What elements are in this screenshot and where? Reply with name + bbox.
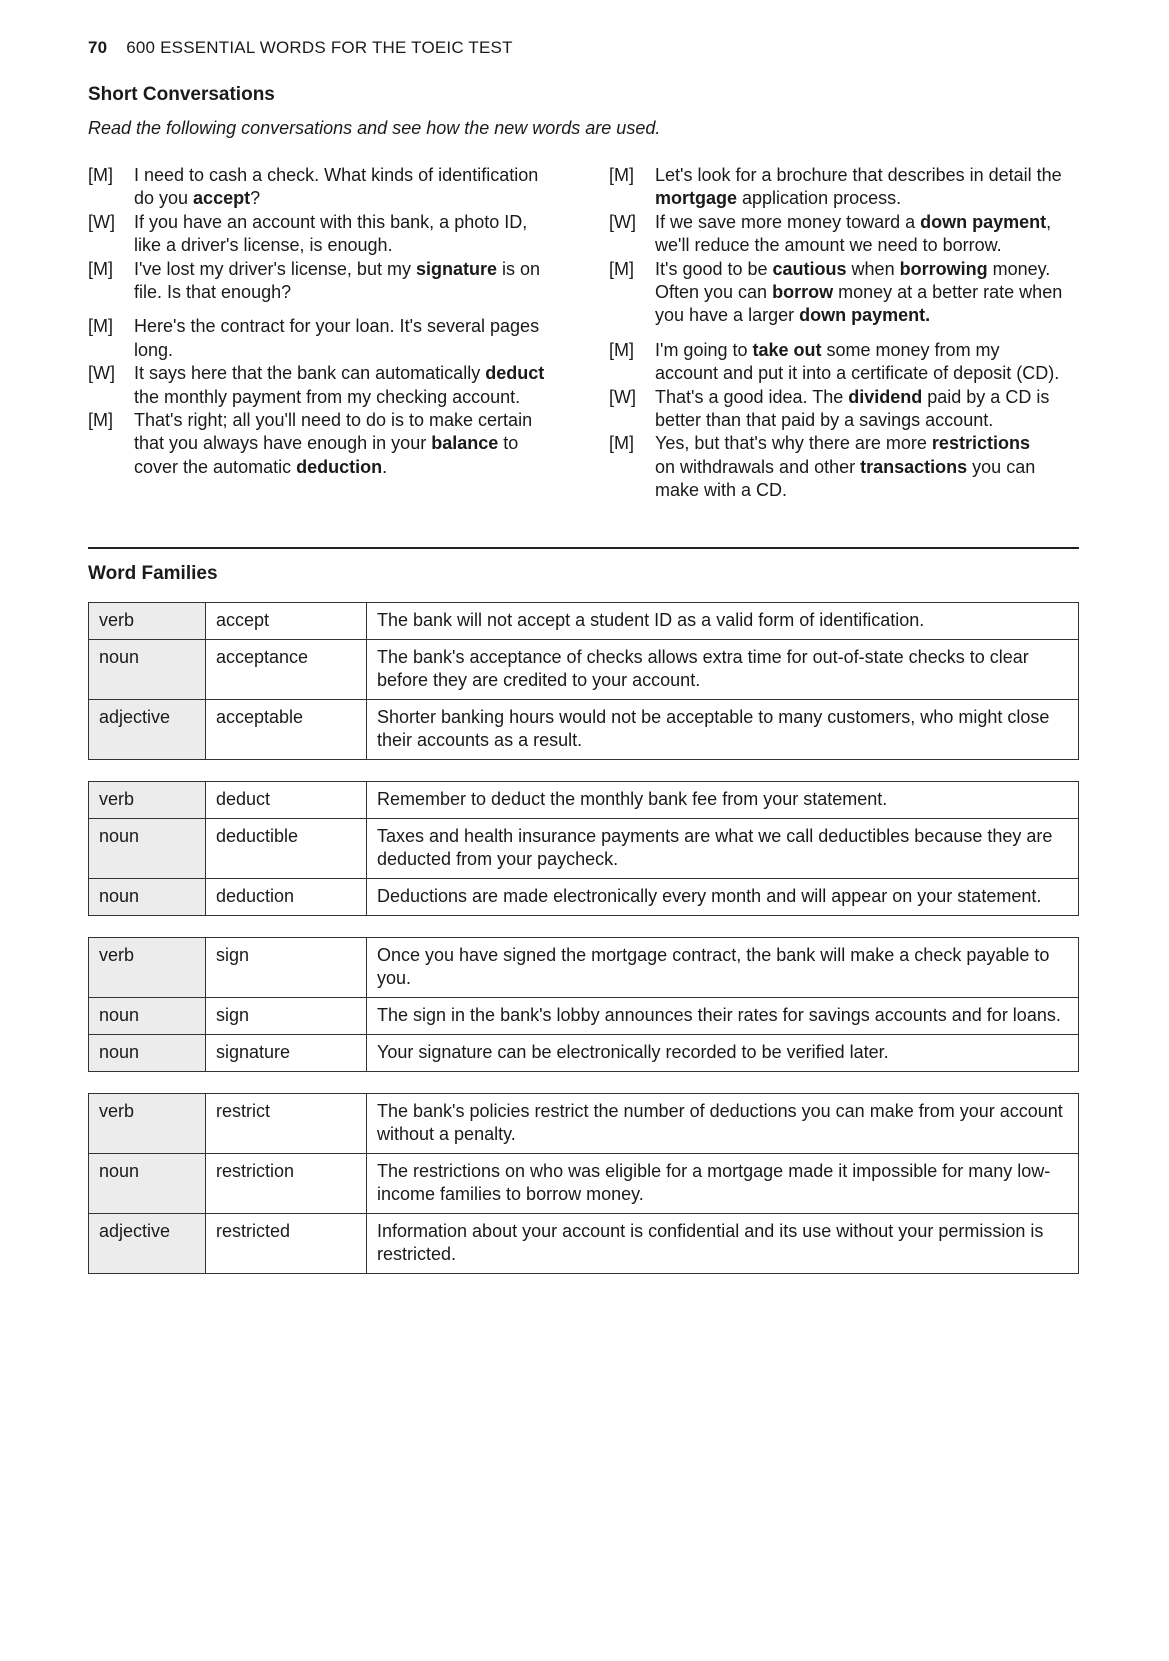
part-of-speech: noun (89, 879, 206, 916)
book-title: 600 ESSENTIAL WORDS FOR THE TOEIC TEST (126, 38, 513, 57)
speaker-label: [W] (88, 211, 115, 232)
word-form: accept (206, 603, 367, 640)
table-row (89, 879, 1079, 916)
table-row (89, 700, 1079, 760)
conversation-line (609, 304, 1081, 327)
table-row (89, 938, 1079, 998)
word-families-tables (88, 602, 1079, 1295)
conversation-line (609, 456, 1081, 479)
speaker-label: [M] (609, 339, 634, 360)
word-form: signature (206, 1035, 367, 1072)
example-sentence: The bank's acceptance of checks allows extra time for out-of-state checks to clear before they are credited to your account. (367, 640, 1079, 700)
conversation-line (609, 164, 1081, 187)
speaker-label (609, 456, 655, 479)
line-text: file. Is that enough? (134, 282, 292, 303)
speaker-label: [M] (88, 165, 113, 185)
conversation-line (609, 386, 1081, 409)
word-form: deduction (206, 879, 367, 916)
conversation-line (609, 211, 1081, 234)
table-row (89, 1035, 1079, 1072)
speaker-label (609, 187, 655, 210)
line-text: long. (134, 339, 174, 360)
table-row (89, 819, 1079, 879)
line-text: that you always have enough in your balance to (134, 433, 519, 454)
conversation-line (609, 258, 1081, 281)
table-row (89, 782, 1079, 819)
line-text: Yes, but that's why there are more restrictions (655, 433, 1030, 454)
part-of-speech: noun (89, 1035, 206, 1072)
speaker-label (609, 479, 655, 502)
conversation-line (88, 362, 560, 385)
example-sentence: The bank's policies restrict the number of deductions you can make from your account without a penalty. (367, 1094, 1079, 1154)
line-text: I've lost my driver's license, but my signature is on (134, 258, 541, 279)
line-text: we'll reduce the amount we need to borrow. (655, 235, 1002, 256)
conversations-left-column (88, 164, 560, 490)
word-families-title: Word Families (88, 563, 218, 584)
conversation (609, 164, 1081, 328)
conversation-line (609, 339, 1081, 362)
speaker-label (88, 339, 134, 362)
line-text: Often you can borrow money at a better rate when (655, 282, 1063, 303)
line-text: Let's look for a brochure that describes in detail the (655, 165, 1062, 185)
table-row (89, 1094, 1079, 1154)
conversation-line (609, 187, 1081, 210)
speaker-label: [W] (88, 363, 115, 384)
conversation (88, 164, 560, 304)
speaker-label: [W] (609, 211, 636, 232)
example-sentence: Remember to deduct the monthly bank fee from your statement. (367, 782, 1079, 819)
speaker-label: [M] (88, 316, 113, 337)
speaker-label (609, 409, 655, 432)
example-sentence: Your signature can be electronically recorded to be verified later. (367, 1035, 1079, 1072)
word-form: restricted (206, 1214, 367, 1274)
line-text: the monthly payment from my checking account. (134, 386, 521, 407)
word-form: restriction (206, 1154, 367, 1214)
speaker-label: [M] (609, 433, 634, 454)
part-of-speech: noun (89, 640, 206, 700)
conversations-right-column (609, 164, 1081, 514)
line-text: That's right; all you'll need to do is to make certain (134, 410, 533, 431)
table-row (89, 1214, 1079, 1274)
line-text: That's a good idea. The dividend paid by a CD is (655, 386, 1050, 407)
conversation-line (88, 339, 560, 362)
example-sentence: The restrictions on who was eligible for a mortgage made it impossible for many low-income families to borrow money. (367, 1154, 1079, 1214)
page-number: 70 (88, 38, 108, 57)
speaker-label (88, 234, 134, 257)
word-family-table (88, 781, 1079, 916)
example-sentence: Once you have signed the mortgage contract, the bank will make a check payable to you. (367, 938, 1079, 998)
line-text: If we save more money toward a down payment, (655, 211, 1052, 232)
part-of-speech: noun (89, 998, 206, 1035)
conversation-line (609, 234, 1081, 257)
speaker-label: [M] (88, 410, 113, 431)
line-text: cover the automatic deduction. (134, 456, 388, 477)
part-of-speech: verb (89, 938, 206, 998)
short-conversations-title: Short Conversations (88, 84, 275, 105)
conversation-line (88, 456, 560, 479)
conversation-line (88, 386, 560, 409)
speaker-label: [W] (609, 386, 636, 407)
example-sentence: The bank will not accept a student ID as a valid form of identification. (367, 603, 1079, 640)
table-row (89, 998, 1079, 1035)
speaker-label (609, 362, 655, 385)
word-family-table (88, 937, 1079, 1072)
word-family-table (88, 1093, 1079, 1274)
table-row (89, 640, 1079, 700)
line-text: I need to cash a check. What kinds of identification (134, 165, 539, 185)
conversation-line (609, 281, 1081, 304)
speaker-label (88, 386, 134, 409)
word-form: sign (206, 938, 367, 998)
table-row (89, 603, 1079, 640)
example-sentence: Taxes and health insurance payments are what we call deductibles because they are deducted from your paycheck. (367, 819, 1079, 879)
example-sentence: Information about your account is confidential and its use without your permission is restricted. (367, 1214, 1079, 1274)
part-of-speech: verb (89, 782, 206, 819)
line-text: like a driver's license, is enough. (134, 235, 393, 256)
page-header (88, 38, 513, 58)
line-text: on withdrawals and other transactions you can (655, 456, 1036, 477)
part-of-speech: adjective (89, 1214, 206, 1274)
part-of-speech: adjective (89, 700, 206, 760)
speaker-label (609, 281, 655, 304)
conversation-line (609, 362, 1081, 385)
line-text: It says here that the bank can automatically deduct (134, 363, 545, 384)
example-sentence: Shorter banking hours would not be acceptable to many customers, who might close their accounts as a result. (367, 700, 1079, 760)
word-family-table (88, 602, 1079, 760)
line-text: you have a larger down payment. (655, 305, 931, 326)
conversation (88, 315, 560, 479)
part-of-speech: verb (89, 1094, 206, 1154)
intro-text: Read the following conversations and see how the new words are used. (88, 118, 661, 138)
conversation-line (88, 432, 560, 455)
word-form: acceptable (206, 700, 367, 760)
part-of-speech: noun (89, 1154, 206, 1214)
line-text: It's good to be cautious when borrowing money. (655, 258, 1051, 279)
line-text: better than that paid by a savings account. (655, 410, 994, 431)
word-form: acceptance (206, 640, 367, 700)
speaker-label: [M] (609, 165, 634, 185)
speaker-label (88, 187, 134, 210)
line-text: make with a CD. (655, 480, 788, 501)
conversation-line (88, 258, 560, 281)
conversation-line (88, 409, 560, 432)
line-text: Here's the contract for your loan. It's several pages (134, 316, 540, 337)
conversation-line (88, 164, 560, 187)
word-form: restrict (206, 1094, 367, 1154)
example-sentence: Deductions are made electronically every month and will appear on your statement. (367, 879, 1079, 916)
part-of-speech: verb (89, 603, 206, 640)
conversation-line (88, 187, 560, 210)
speaker-label (88, 456, 134, 479)
conversation (609, 339, 1081, 503)
conversation-line (609, 479, 1081, 502)
part-of-speech: noun (89, 819, 206, 879)
line-text: account and put it into a certificate of deposit (CD). (655, 363, 1060, 384)
example-sentence: The sign in the bank's lobby announces their rates for savings accounts and for loans. (367, 998, 1079, 1035)
word-form: deductible (206, 819, 367, 879)
conversation-line (88, 211, 560, 234)
speaker-label (88, 432, 134, 455)
line-text: mortgage application process. (655, 188, 902, 209)
section-divider (88, 547, 1079, 549)
line-text: If you have an account with this bank, a photo ID, (134, 211, 528, 232)
word-form: deduct (206, 782, 367, 819)
word-form: sign (206, 998, 367, 1035)
speaker-label (609, 234, 655, 257)
speaker-label (609, 304, 655, 327)
conversation-line (88, 281, 560, 304)
conversation-line (609, 432, 1081, 455)
line-text: do you accept? (134, 188, 261, 209)
line-text: I'm going to take out some money from my (655, 339, 1000, 360)
table-row (89, 1154, 1079, 1214)
speaker-label: [M] (88, 258, 113, 279)
speaker-label: [M] (609, 258, 634, 279)
conversation-line (88, 315, 560, 338)
conversation-line (609, 409, 1081, 432)
conversation-line (88, 234, 560, 257)
speaker-label (88, 281, 134, 304)
